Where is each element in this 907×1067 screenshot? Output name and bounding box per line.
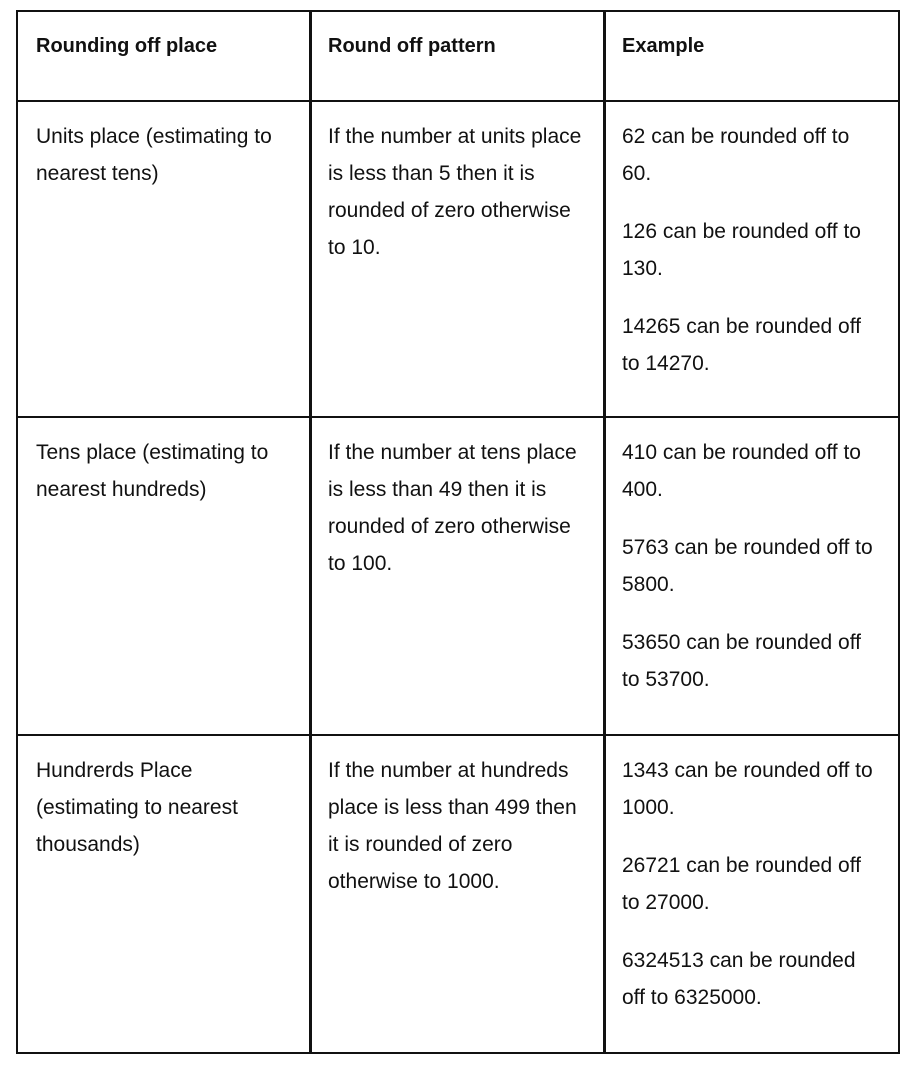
header-example: Example bbox=[606, 12, 898, 102]
row-2-example-1: 410 can be rounded off to 400. bbox=[622, 441, 861, 501]
row-2-place: Tens place (estimating to nearest hundreds) bbox=[18, 418, 312, 736]
row-1-place: Units place (estimating to nearest tens) bbox=[18, 102, 312, 418]
row-1-examples bbox=[606, 102, 898, 418]
row-3-place: Hundrerds Place (estimating to nearest thousands) bbox=[18, 736, 312, 1052]
row-2-pattern: If the number at tens place is less than 49 then it is rounded of zero otherwise to 100. bbox=[312, 418, 606, 736]
row-2-example-2: 5763 can be rounded off to 5800. bbox=[622, 536, 873, 596]
rounding-table bbox=[16, 10, 900, 1054]
row-3-example-2: 26721 can be rounded off to 27000. bbox=[622, 854, 861, 914]
row-2-examples bbox=[606, 418, 898, 736]
header-round-off-pattern: Round off pattern bbox=[312, 12, 606, 102]
row-2-example-3: 53650 can be rounded off to 53700. bbox=[622, 631, 861, 691]
header-rounding-off-place: Rounding off place bbox=[18, 12, 312, 102]
row-3-examples bbox=[606, 736, 898, 1052]
row-1-example-1: 62 can be rounded off to 60. bbox=[622, 125, 850, 185]
row-3-pattern: If the number at hundreds place is less than 499 then it is rounded of zero otherwise to 1000. bbox=[312, 736, 606, 1052]
row-1-example-2: 126 can be rounded off to 130. bbox=[622, 220, 861, 280]
row-3-example-1: 1343 can be rounded off to 1000. bbox=[622, 759, 873, 819]
row-1-pattern: If the number at units place is less than 5 then it is rounded of zero otherwise to 10. bbox=[312, 102, 606, 418]
row-3-example-3: 6324513 can be rounded off to 6325000. bbox=[622, 949, 856, 1009]
row-1-example-3: 14265 can be rounded off to 14270. bbox=[622, 315, 861, 375]
